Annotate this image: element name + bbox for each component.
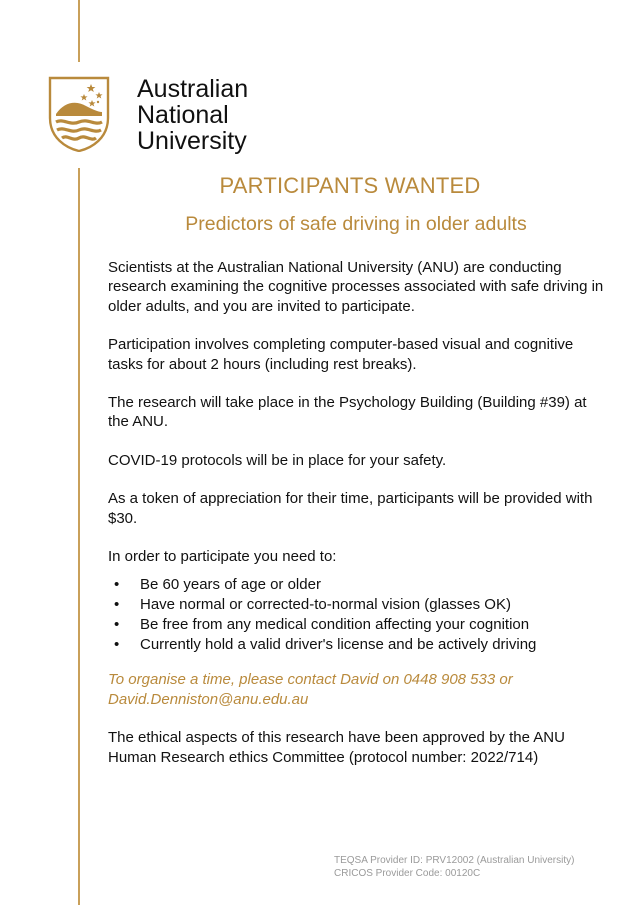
requirements-intro: In order to participate you need to: — [108, 548, 337, 566]
contact-email-link[interactable]: David.Denniston@anu.edu.au — [108, 690, 309, 708]
anu-crest-icon — [48, 76, 110, 152]
teqsa-provider-id: TEQSA Provider ID: PRV12002 (Australian University) — [334, 855, 575, 866]
provider-footer — [334, 854, 574, 880]
decorative-vertical-rule-top — [78, 0, 80, 62]
payment-paragraph: As a token of appreciation for their time, participants will be provided with $30. — [108, 490, 593, 527]
cricos-provider-code: CRICOS Provider Code: 00120C — [334, 868, 481, 879]
wordmark-line-1: Australian — [137, 75, 249, 103]
page-subtitle: Predictors of safe driving in older adults — [185, 213, 527, 235]
wordmark-line-3: University — [137, 127, 247, 155]
flyer-body — [108, 258, 608, 786]
participation-paragraph: Participation involves completing computer-based visual and cognitive tasks for about 2 hours (including rest breaks). — [108, 336, 574, 373]
university-wordmark — [137, 76, 248, 154]
wordmark-line-2: National — [137, 101, 229, 129]
intro-paragraph: Scientists at the Australian National University (ANU) are conducting research examining the cognitive processes associated with safe driving in older adults, and you are invited to participate. — [108, 259, 604, 315]
requirements-list — [108, 575, 608, 655]
decorative-vertical-rule-bottom — [78, 168, 80, 905]
covid-paragraph: COVID-19 protocols will be in place for your safety. — [108, 451, 447, 469]
page-title: PARTICIPANTS WANTED — [219, 173, 481, 198]
requirement-item: • Currently hold a valid driver's license and be actively driving — [108, 635, 608, 655]
contact-paragraph — [108, 670, 608, 709]
ethics-paragraph: The ethical aspects of this research have been approved by the ANU Human Research ethics Committee (protocol number: 2022/714) — [108, 729, 565, 766]
requirement-item: • Be free from any medical condition affecting your cognition — [108, 615, 608, 635]
location-paragraph: The research will take place in the Psychology Building (Building #39) at the ANU. — [108, 394, 587, 431]
contact-text: To organise a time, please contact David on 0448 908 533 or — [108, 671, 513, 689]
requirement-item: • Have normal or corrected-to-normal vision (glasses OK) — [108, 595, 608, 615]
requirement-item: • Be 60 years of age or older — [108, 575, 608, 595]
